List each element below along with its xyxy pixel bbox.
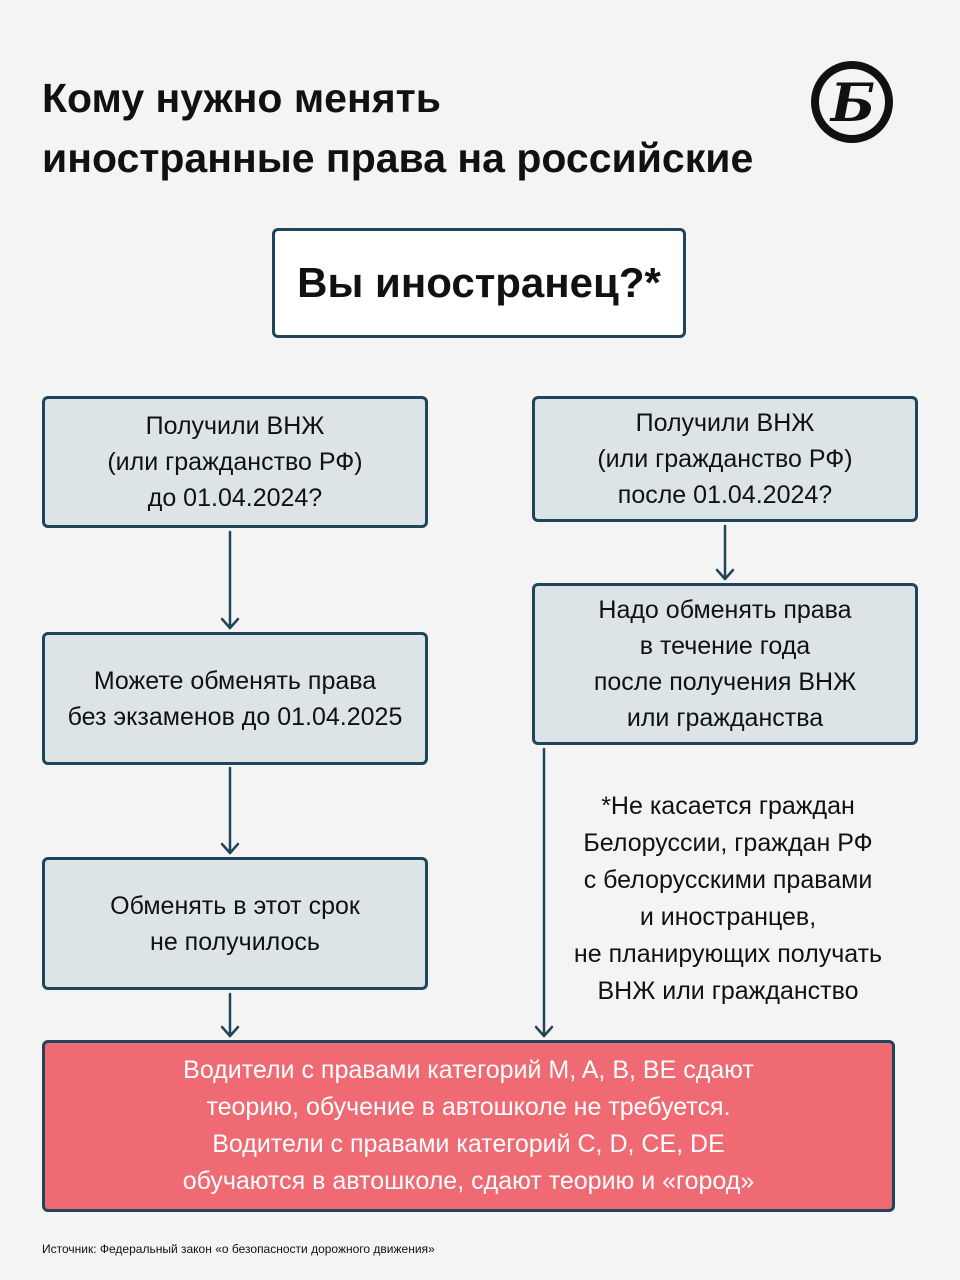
result-line: Водители с правами категорий M, A, B, BE сдают [183,1056,754,1084]
left-condition-line: (или гражданство РФ) [107,448,363,476]
failed-line: Обменять в этот срок [110,891,360,920]
exchange-line: Можете обменять права [93,666,377,695]
right-condition-line: (или гражданство РФ) [597,445,853,473]
failed-line: не получилось [150,927,320,956]
right-condition-line: Получили ВНЖ [635,409,815,437]
footnote-line: с белорусскими правами [583,866,873,894]
left-condition-line: до 01.04.2024? [147,484,323,512]
footnote-line: и иностранцев, [639,903,817,931]
left-condition-line: Получили ВНЖ [145,412,325,440]
result-line: обучаются в автошколе, сдают теорию и «город» [182,1167,755,1195]
question-text: Вы иностранец?* [297,259,661,306]
must-exchange-line: или гражданства [626,704,824,732]
arrow-down-icon [222,994,238,1036]
must-exchange-line: после получения ВНЖ [593,668,857,696]
must-exchange-line: Надо обменять права [598,596,852,624]
title-line-2: иностранные права на российские [42,135,754,181]
arrow-down-icon [536,749,552,1036]
must-exchange-line: в течение года [639,632,811,660]
footnote-line: ВНЖ или гражданство [597,977,859,1005]
result-line: теорию, обучение в автошколе не требуется. [206,1093,731,1121]
footnote-line: *Не касается граждан [601,792,855,820]
right-condition-line: после 01.04.2024? [617,481,833,509]
source-note: Источник: Федеральный закон «о безопасности дорожного движения» [42,1242,435,1256]
arrow-down-icon [222,532,238,628]
exchange-line: без экзаменов до 01.04.2025 [67,702,403,731]
logo-letter: Б [830,73,876,134]
footnote-line: Белоруссии, граждан РФ [583,829,873,857]
arrow-down-icon [222,768,238,853]
result-line: Водители с правами категорий C, D, CE, DE [212,1130,725,1158]
arrow-down-icon [717,526,733,579]
title-line-1: Кому нужно менять [42,75,441,121]
footnote-line: не планирующих получать [573,940,883,968]
